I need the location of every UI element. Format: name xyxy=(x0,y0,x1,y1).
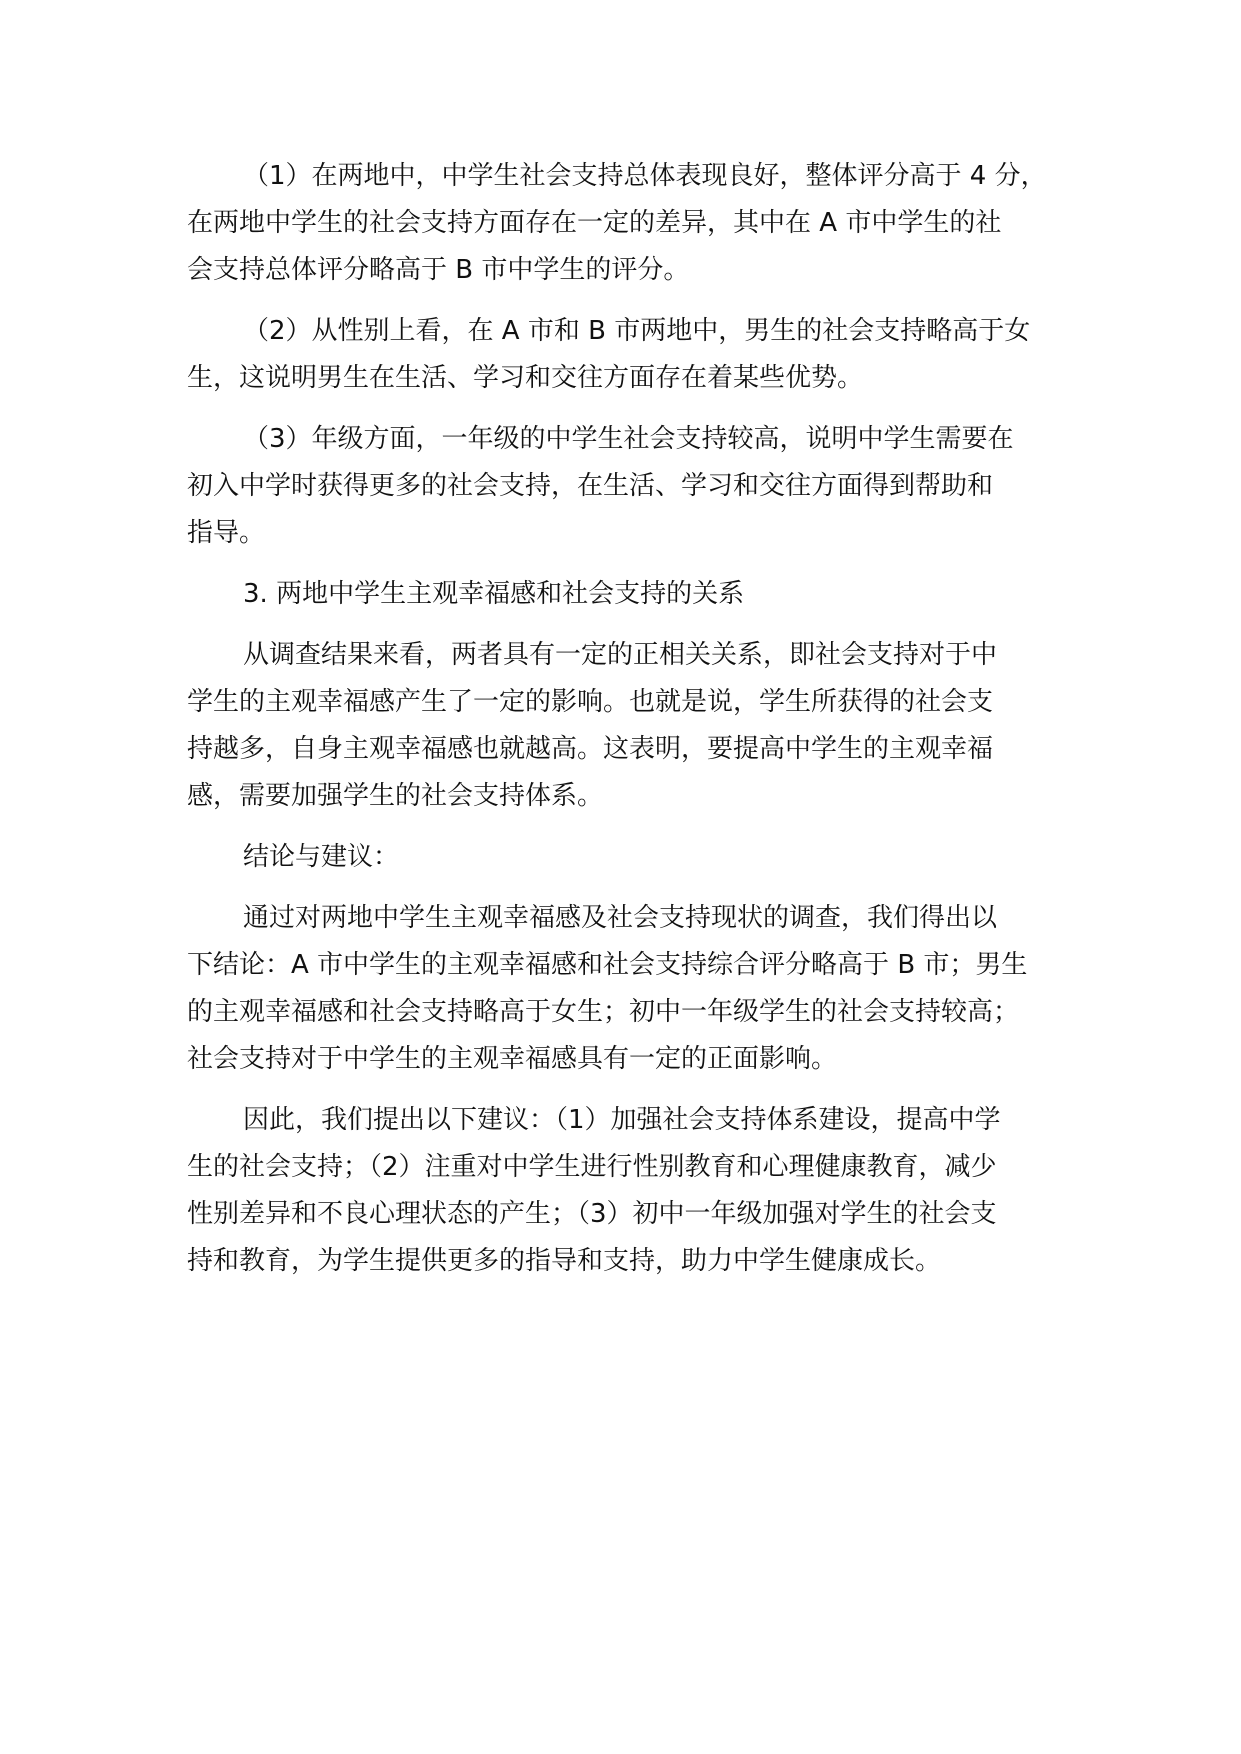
paragraph-gender: （2）从性别上看，在 A 市和 B 市两地中，男生的社会支持略高于女 生，这说明男生在生活、学习和交往方面存在着某些优势。 xyxy=(187,316,1031,393)
paragraph-grade: （3）年级方面，一年级的中学生社会支持较高，说明中学生需要在 初入中学时获得更多的社会支持，在生活、学习和交往方面得到帮助和 指导。 xyxy=(187,424,1014,548)
paragraph-suggestions: 因此，我们提出以下建议：（1）加强社会支持体系建设，提高中学 生的社会支持；（2）注重对中学生进行性别教育和心理健康教育，减少 性别差异和不良心理状态的产生；（3）初中一年级加强对学生的社会支 持和教育，为学生提供更多的指导和支持，助力中学生健康成长。 xyxy=(187,1105,1001,1276)
document-body xyxy=(187,153,1077,1299)
paragraph-social-support-overall: （1）在两地中，中学生社会支持总体表现良好，整体评分高于 4 分， 在两地中学生的社会支持方面存在一定的差异，其中在 A 市中学生的社 会支持总体评分略高于 B 市中学生的评分。 xyxy=(187,161,1047,285)
paragraph-conclusion: 通过对两地中学生主观幸福感及社会支持现状的调查，我们得出以 下结论：A 市中学生的主观幸福感和社会支持综合评分略高于 B 市；男生 的主观幸福感和社会支持略高于女生；初中一年级学生的社会支持较高； 社会支持对于中学生的主观幸福感具有一定的正面影响。 xyxy=(187,903,1028,1074)
section-heading-conclusion: 结论与建议： xyxy=(243,842,400,872)
paragraph-correlation: 从调查结果来看，两者具有一定的正相关关系，即社会支持对于中 学生的主观幸福感产生了一定的影响。也就是说，学生所获得的社会支 持越多，自身主观幸福感也就越高。这表明，要提高中学生的主观幸福 感，需要加强学生的社会支持体系。 xyxy=(187,640,998,811)
section-heading-relationship: 3. 两地中学生主观幸福感和社会支持的关系 xyxy=(243,579,745,609)
